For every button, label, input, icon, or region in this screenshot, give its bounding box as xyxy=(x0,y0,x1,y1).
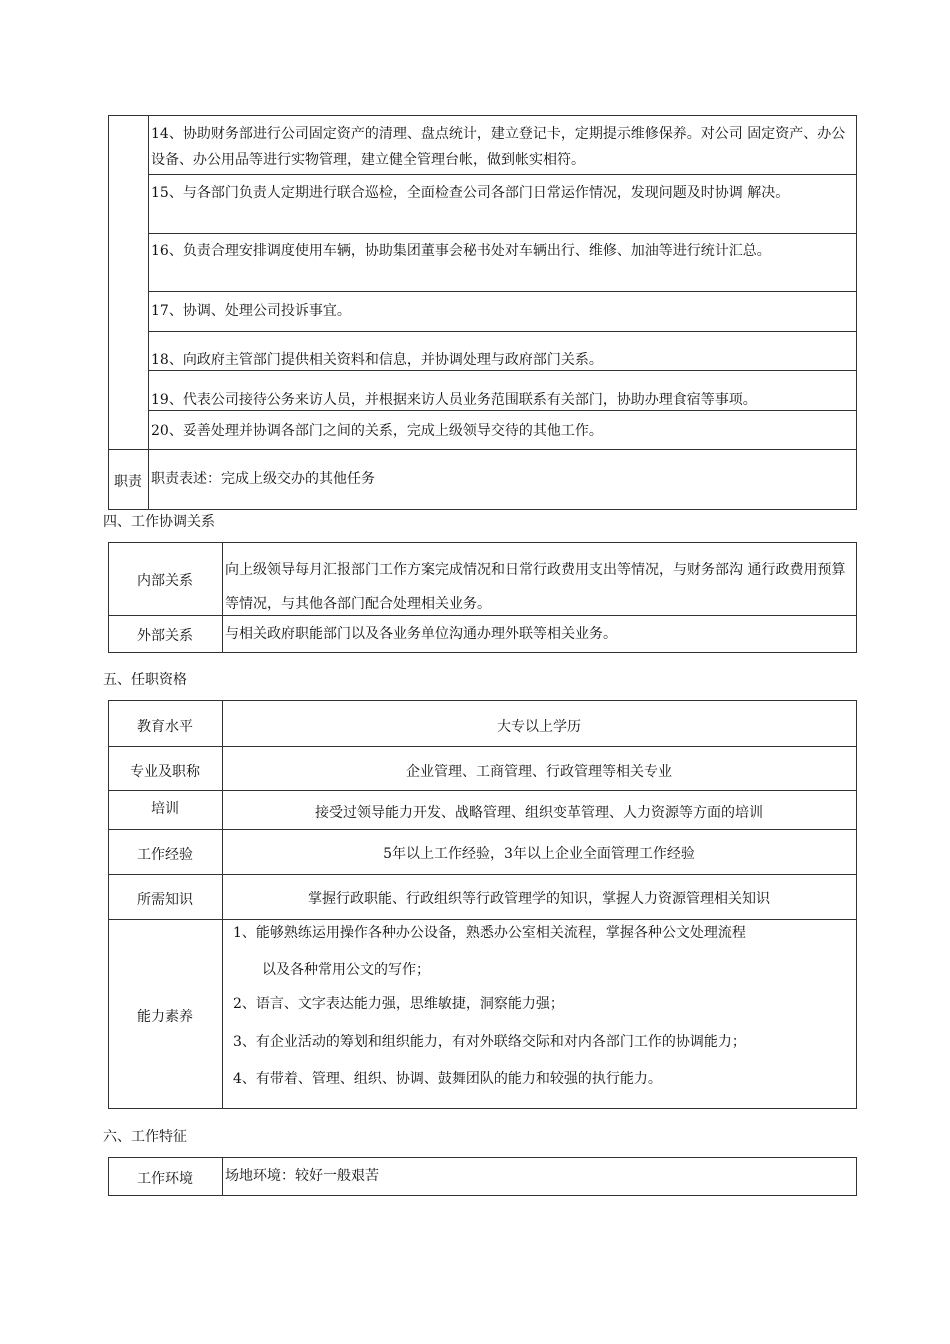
training-value: 接受过领导能力开发、战略管理、组织变革管理、人力资源等方面的培训 xyxy=(315,805,763,821)
education-value: 大专以上学历 xyxy=(497,719,581,735)
duty-item-14: 14、协助财务部进行公司固定资产的清理、盘点统计，建立登记卡，定期提示维修保养。对公司 固定资产、办公设备、办公用品等进行实物管理，建立健全管理台帐，做到帐实相符。 xyxy=(151,126,846,168)
internal-relations-label: 内部关系 xyxy=(137,573,193,589)
responsibility-text: 职责表述：完成上级交办的其他任务 xyxy=(151,471,375,487)
duty-item-15: 15、与各部门负责人定期进行联合巡检，全面检查公司各部门日常运作情况，发现问题及时协调 解决。 xyxy=(151,185,790,201)
ability-label: 能力素养 xyxy=(137,1009,193,1025)
ability-item-1: 1、能够熟练运用操作各种办公设备，熟悉办公室相关流程，掌握各种公文处理流程 xyxy=(233,925,746,941)
internal-relations-text: 向上级领导每月汇报部门工作方案完成情况和日常行政费用支出等情况，与财务部沟 通行政费用预算等情况，与其他各部门配合处理相关业务。 xyxy=(225,562,846,612)
knowledge-label: 所需知识 xyxy=(137,892,193,908)
section-heading-work-features: 六、工作特征 xyxy=(103,1129,187,1145)
section-heading-coordination: 四、工作协调关系 xyxy=(103,514,215,530)
knowledge-value: 掌握行政职能、行政组织等行政管理学的知识，掌握人力资源管理相关知识 xyxy=(308,891,770,907)
ability-item-1-cont: 以及各种常用公文的写作； xyxy=(262,962,430,978)
ability-item-2: 2、语言、文字表达能力强，思维敏捷，洞察能力强； xyxy=(233,996,564,1012)
duty-item-17: 17、协调、处理公司投诉事宜。 xyxy=(151,303,351,319)
responsibility-label: 职责 xyxy=(114,474,142,490)
experience-label: 工作经验 xyxy=(137,847,193,863)
education-label: 教育水平 xyxy=(137,719,193,735)
major-value: 企业管理、工商管理、行政管理等相关专业 xyxy=(406,764,672,780)
duty-item-19: 19、代表公司接待公务来访人员，并根据来访人员业务范围联系有关部门，协助办理食宿等事项。 xyxy=(151,392,757,408)
training-label: 培训 xyxy=(151,801,179,817)
work-environment-label: 工作环境 xyxy=(137,1171,193,1187)
duty-item-18: 18、向政府主管部门提供相关资料和信息，并协调处理与政府部门关系。 xyxy=(151,352,603,368)
duty-item-16: 16、负责合理安排调度使用车辆，协助集团董事会秘书处对车辆出行、维修、加油等进行统计汇总。 xyxy=(151,243,771,259)
major-label: 专业及职称 xyxy=(130,764,200,780)
experience-value: 5年以上工作经验，3年以上企业全面管理工作经验 xyxy=(383,846,695,862)
ability-item-3: 3、有企业活动的筹划和组织能力，有对外联络交际和对内各部门工作的协调能力； xyxy=(233,1034,746,1050)
ability-item-4: 4、有带着、管理、组织、协调、鼓舞团队的能力和较强的执行能力。 xyxy=(233,1071,662,1087)
section-heading-qualifications: 五、任职资格 xyxy=(103,672,187,688)
external-relations-label: 外部关系 xyxy=(137,628,193,644)
duty-item-20: 20、妥善处理并协调各部门之间的关系，完成上级领导交待的其他工作。 xyxy=(151,423,603,439)
work-environment-text: 场地环境：较好一般艰苦 xyxy=(225,1168,379,1184)
external-relations-text: 与相关政府职能部门以及各业务单位沟通办理外联等相关业务。 xyxy=(225,626,617,642)
